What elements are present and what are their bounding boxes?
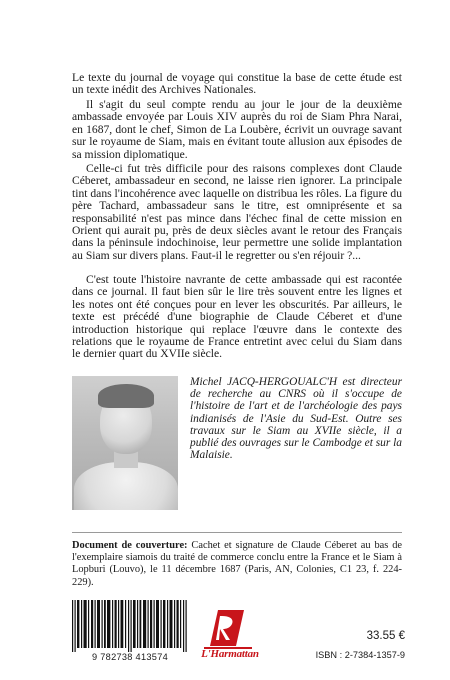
author-photo — [72, 376, 178, 510]
paragraph-difficulties: Celle-ci fut très difficile pour des raisons complexes dont Claude Céberet, ambassadeur en second, ne laisse rien ignorer. La principale tint dans l'incohérence avec laquelle on distribua les rôles. La figure du père Tachard, ambassadeur sans le titre, est omniprésente et sa responsabilité n'est pas mince dans l'échec final de cette mission en Orient qui aurait pu, près de deux siècles avant le retour des Français dans la péninsule indochinoise, leur permettre une solide implantation au Siam sur divers plans. Faut-il le regretter ou s'en réjouir ?... — [72, 162, 402, 262]
barcode-number: 9 782738 413574 — [91, 652, 169, 662]
barcode — [70, 600, 190, 652]
publisher-logo-icon — [200, 606, 256, 650]
divider — [72, 532, 402, 533]
cover-note — [72, 540, 402, 589]
paragraph-story: C'est toute l'histoire navrante de cette ambassade qui est racontée dans ce journal. Il faut bien sûr le lire très souvent entre les lignes et les notes ont été conçues pour en lever les obscurités. Par ailleurs, le texte est précédé d'une biographie de Claude Céberet et d'une introduction historique qui replace l'œuvre dans le contexte des relations que le royaume de France entretint avec celui du Siam dans le dernier quart du XVIIe siècle. — [72, 273, 402, 361]
isbn: ISBN : 2-7384-1357-9 — [315, 650, 405, 660]
cover-note-text: Cachet et signature de Claude Céberet au bas de l'exemplaire siamois du traité de commerce conclu entre la France et le Siam à Lopburi (Louvo), le 11 décembre 1687 (Paris, AN, Colonies, C1 23, f. 224-229). — [72, 540, 403, 588]
publisher-name: L'Harmattan — [201, 648, 259, 660]
cover-note-label: Document de couverture: — [72, 540, 188, 551]
price: 33.55 € — [366, 630, 405, 642]
author-bio: Michel JACQ-HERGOUALC'H est directeur de recherche au CNRS où il s'occupe de l'histoire de l'art et de l'archéologie des pays indianisés de l'Asie du Sud-Est. Outre ses travaux sur le Siam au XVIIe siècle, il a publié des ouvrages sur le Cambodge et sur la Malaisie. — [190, 376, 402, 462]
paragraph-intro: Le texte du journal de voyage qui constitue la base de cette étude est un texte inédit des Archives Nationales. — [72, 71, 402, 97]
paragraph-mission: Il s'agit du seul compte rendu au jour le jour de la deuxième ambassade envoyée par Louis XIV auprès du roi de Siam Phra Narai, en 1687, dont le chef, Simon de La Loubère, écrivit un ouvrage savant sur le royaume de Siam, mais en évitant toute allusion aux épisodes de sa mission diplomatique. — [72, 98, 402, 161]
